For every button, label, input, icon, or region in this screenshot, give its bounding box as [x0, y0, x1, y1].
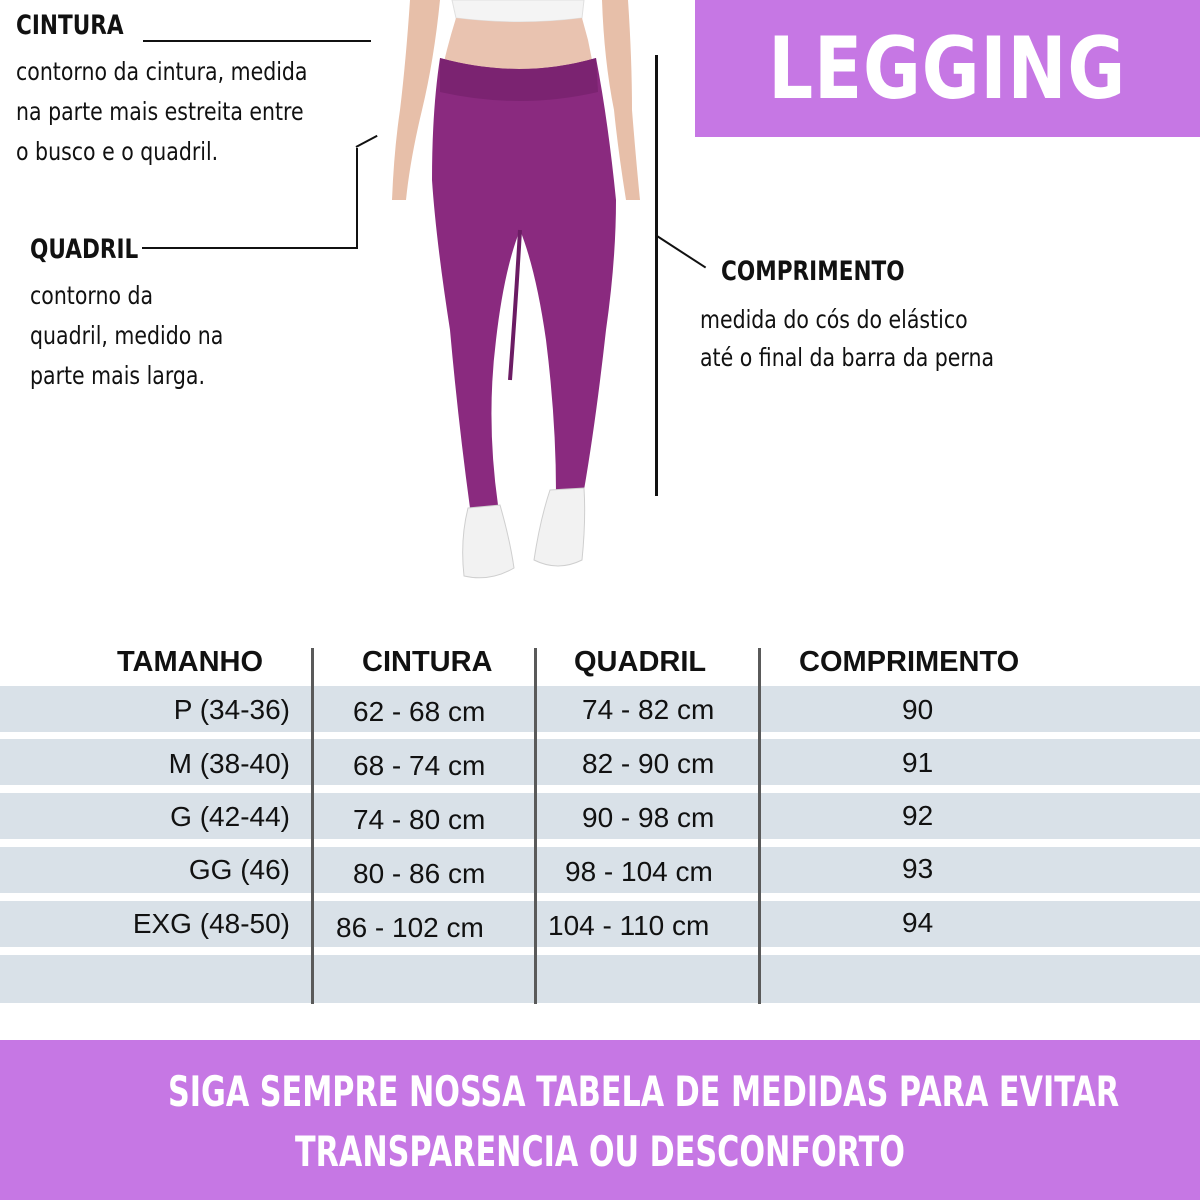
table-header-comprimento: COMPRIMENTO — [799, 646, 1020, 678]
table-cell-size: P (34-36) — [173, 694, 290, 725]
footer-text-line-1: SIGA SEMPRE NOSSA TABELA DE MEDIDAS PARA EVITAR — [167, 1067, 1120, 1116]
comprimento-desc-line-2: até o final da barra da perna — [700, 343, 995, 372]
table-cell-size: G (42-44) — [170, 801, 290, 832]
table-cell-cintura: 80 - 86 cm — [353, 858, 486, 889]
table-cell-cintura: 62 - 68 cm — [353, 696, 486, 727]
table-cell-size: M (38-40) — [168, 748, 290, 779]
table-header-quadril: QUADRIL — [574, 646, 707, 678]
table-cell-cintura: 86 - 102 cm — [336, 912, 484, 943]
quadril-heading: QUADRIL — [30, 234, 139, 265]
top-garment — [452, 0, 584, 22]
table-cell-comprimento: 92 — [902, 800, 934, 831]
quadril-desc-line-3: parte mais larga. — [30, 361, 206, 390]
table-cell-quadril: 98 - 104 cm — [565, 856, 713, 887]
quadril-pointer-line-v — [356, 148, 358, 249]
column-separator — [758, 648, 761, 1004]
cintura-pointer-line — [143, 40, 371, 42]
cintura-desc-line-3: o busco e o quadril. — [16, 137, 219, 166]
table-cell-quadril: 104 - 110 cm — [548, 910, 710, 941]
table-cell-comprimento: 94 — [902, 907, 934, 938]
table-cell-comprimento: 90 — [902, 694, 934, 725]
title-banner — [695, 0, 1200, 137]
table-cell-quadril: 82 - 90 cm — [582, 748, 715, 779]
table-cell-cintura: 68 - 74 cm — [353, 750, 486, 781]
comprimento-desc-line-1: medida do cós do elástico — [700, 305, 968, 334]
footer-text-line-2: TRANSPARENCIA OU DESCONFORTO — [295, 1127, 905, 1176]
quadril-desc-line-2: quadril, medido na — [30, 321, 224, 350]
table-cell-size: EXG (48-50) — [132, 908, 290, 939]
column-separator — [311, 648, 314, 1004]
cintura-heading: CINTURA — [16, 10, 124, 41]
right-sneaker — [534, 488, 585, 566]
page-title: LEGGING — [768, 18, 1127, 119]
comprimento-heading: COMPRIMENTO — [721, 256, 905, 287]
footer-banner — [0, 1040, 1200, 1200]
quadril-desc-line-1: contorno da — [30, 281, 154, 310]
column-separator — [534, 648, 537, 1004]
table-header-tamanho: TAMANHO — [117, 646, 264, 678]
table-cell-size: GG (46) — [188, 854, 290, 885]
comprimento-pointer-line — [656, 235, 706, 268]
quadril-pointer-line-h — [142, 247, 358, 249]
cintura-desc-line-1: contorno da cintura, medida — [16, 57, 308, 86]
left-sneaker — [463, 505, 514, 578]
table-cell-cintura: 74 - 80 cm — [353, 804, 486, 835]
table-cell-quadril: 90 - 98 cm — [582, 802, 715, 833]
table-row-band — [0, 955, 1200, 1003]
table-header-cintura: CINTURA — [362, 646, 493, 678]
legging-model-image — [370, 0, 660, 590]
cintura-desc-line-2: na parte mais estreita entre — [16, 97, 304, 126]
table-cell-comprimento: 91 — [902, 747, 934, 778]
table-cell-quadril: 74 - 82 cm — [582, 694, 715, 725]
legging-garment — [432, 58, 616, 508]
table-cell-comprimento: 93 — [902, 853, 934, 884]
